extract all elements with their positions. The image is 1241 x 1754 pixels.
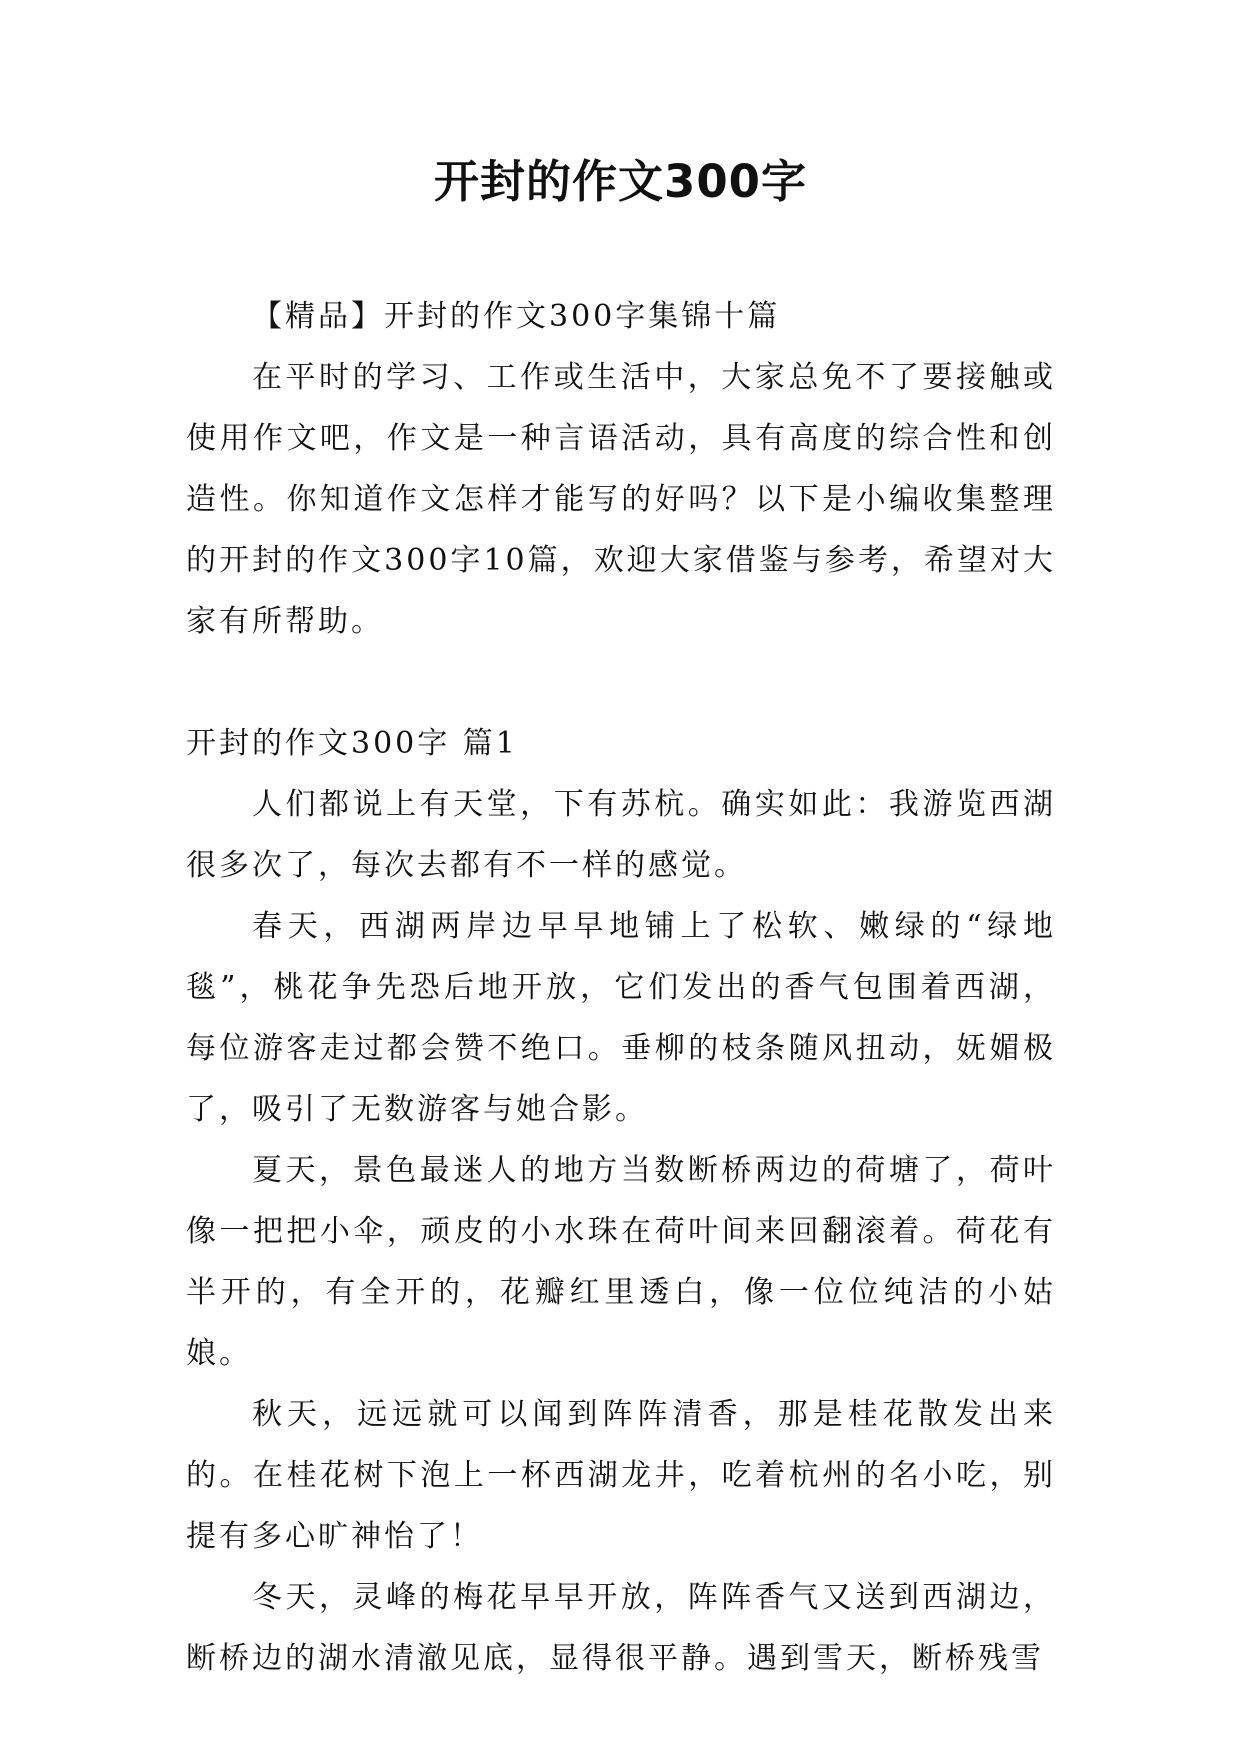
- intro-paragraph: 在平时的学习、工作或生活中，大家总免不了要接触或使用作文吧，作文是一种言语活动，具有高度的综合性和创造性。你知道作文怎样才能写的好吗？以下是小编收集整理的开封的作文300字10篇，欢迎大家借鉴与参考，希望对大家有所帮助。: [186, 360, 1056, 639]
- document-title: 开封的作文300字: [434, 155, 807, 208]
- body-paragraph: 冬天，灵峰的梅花早早开放，阵阵香气又送到西湖边，断桥边的湖水清澈见底，显得很平静。遇到雪天，断桥残雪: [186, 1580, 1056, 1676]
- body-paragraph: 夏天，景色最迷人的地方当数断桥两边的荷塘了，荷叶像一把把小伞，顽皮的小水珠在荷叶间来回翻滚着。荷花有半开的，有全开的，花瓣红里透白，像一位位纯洁的小姑娘。: [186, 1153, 1056, 1371]
- document-body: [186, 286, 1056, 1689]
- body-paragraph: 秋天，远远就可以闻到阵阵清香，那是桂花散发出来的。在桂花树下泡上一杯西湖龙井，吃着杭州的名小吃，别提有多心旷神怡了！: [186, 1397, 1056, 1554]
- section-heading: 开封的作文300字 篇1: [186, 726, 518, 761]
- intro-heading: 【精品】开封的作文300字集锦十篇: [252, 299, 781, 334]
- body-paragraph: 人们都说上有天堂，下有苏杭。确实如此：我游览西湖很多次了，每次去都有不一样的感觉。: [186, 787, 1056, 883]
- body-paragraph: 春天，西湖两岸边早早地铺上了松软、嫩绿的“绿地毯”，桃花争先恐后地开放，它们发出的香气包围着西湖，每位游客走过都会赞不绝口。垂柳的枝条随风扭动，妩媚极了，吸引了无数游客与她合影。: [186, 909, 1056, 1127]
